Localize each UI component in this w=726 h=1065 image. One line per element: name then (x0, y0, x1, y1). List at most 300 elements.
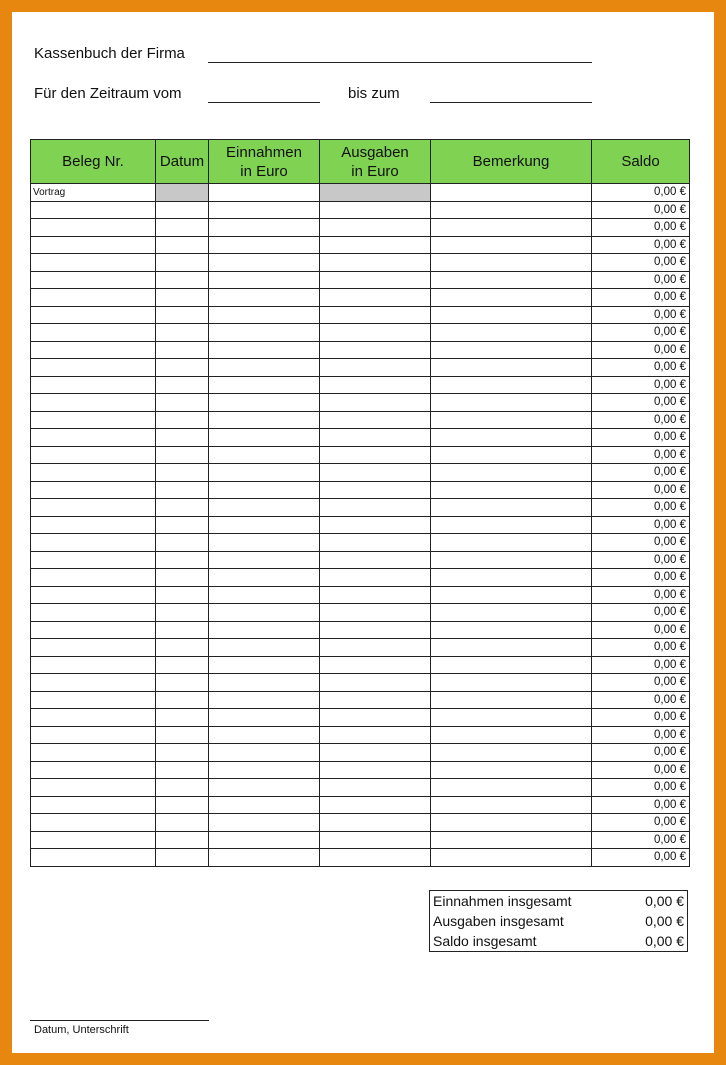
table-row (31, 604, 690, 622)
cell-datum[interactable] (156, 674, 209, 692)
cell-saldo: 0,00 € (592, 254, 690, 272)
cell-beleg[interactable] (31, 849, 156, 867)
cell-ausgaben[interactable] (320, 779, 431, 797)
cell-beleg[interactable] (31, 621, 156, 639)
table-row (31, 691, 690, 709)
cell-ausgaben[interactable] (320, 411, 431, 429)
cell-ausgaben[interactable] (320, 499, 431, 517)
cell-beleg[interactable] (31, 429, 156, 447)
cell-ausgaben[interactable] (320, 289, 431, 307)
cell-einnahmen[interactable] (209, 481, 320, 499)
cell-einnahmen[interactable] (209, 604, 320, 622)
cell-beleg[interactable] (31, 534, 156, 552)
cell-einnahmen[interactable] (209, 254, 320, 272)
table-row (31, 446, 690, 464)
cell-datum[interactable] (156, 481, 209, 499)
table-row (31, 411, 690, 429)
cell-saldo: 0,00 € (592, 551, 690, 569)
cell-ausgaben[interactable] (320, 254, 431, 272)
cell-saldo: 0,00 € (592, 499, 690, 517)
table-row (31, 551, 690, 569)
cell-bemerkung[interactable] (431, 621, 592, 639)
cell-ausgaben[interactable] (320, 586, 431, 604)
cell-datum[interactable] (156, 271, 209, 289)
cell-einnahmen[interactable] (209, 499, 320, 517)
cell-datum[interactable] (156, 184, 209, 202)
cell-bemerkung[interactable] (431, 656, 592, 674)
cell-datum[interactable] (156, 656, 209, 674)
cell-beleg[interactable] (31, 761, 156, 779)
table-row (31, 359, 690, 377)
cell-einnahmen[interactable] (209, 289, 320, 307)
cell-beleg[interactable] (31, 341, 156, 359)
table-row (31, 376, 690, 394)
cell-datum[interactable] (156, 499, 209, 517)
cell-datum[interactable] (156, 219, 209, 237)
company-label: Kassenbuch der Firma (34, 45, 185, 62)
cell-beleg[interactable] (31, 796, 156, 814)
column-header-bemerkung: Bemerkung (431, 140, 592, 184)
cell-ausgaben[interactable] (320, 691, 431, 709)
cell-saldo: 0,00 € (592, 411, 690, 429)
cell-bemerkung[interactable] (431, 831, 592, 849)
cell-bemerkung[interactable] (431, 324, 592, 342)
totals-label: Einnahmen insgesamt (433, 893, 572, 909)
cell-datum[interactable] (156, 516, 209, 534)
totals-value: 0,00 € (645, 933, 684, 949)
cashbook-table (30, 139, 690, 867)
cell-datum[interactable] (156, 796, 209, 814)
cell-datum[interactable] (156, 779, 209, 797)
document-page (12, 12, 714, 1053)
cell-bemerkung[interactable] (431, 289, 592, 307)
cell-ausgaben[interactable] (320, 306, 431, 324)
cell-saldo: 0,00 € (592, 534, 690, 552)
cell-datum[interactable] (156, 551, 209, 569)
cell-datum[interactable] (156, 691, 209, 709)
cell-beleg[interactable] (31, 709, 156, 727)
cell-saldo: 0,00 € (592, 376, 690, 394)
cell-ausgaben[interactable] (320, 551, 431, 569)
totals-value: 0,00 € (645, 913, 684, 929)
cell-ausgaben[interactable] (320, 464, 431, 482)
cell-beleg[interactable] (31, 516, 156, 534)
cell-ausgaben[interactable] (320, 569, 431, 587)
cell-saldo: 0,00 € (592, 184, 690, 202)
cell-saldo: 0,00 € (592, 359, 690, 377)
cell-saldo: 0,00 € (592, 446, 690, 464)
table-row (31, 324, 690, 342)
cell-datum[interactable] (156, 394, 209, 412)
cell-einnahmen[interactable] (209, 516, 320, 534)
table-row (31, 271, 690, 289)
cell-bemerkung[interactable] (431, 236, 592, 254)
cell-einnahmen[interactable] (209, 446, 320, 464)
cell-datum[interactable] (156, 744, 209, 762)
table-row (31, 219, 690, 237)
cell-datum[interactable] (156, 709, 209, 727)
cell-beleg[interactable] (31, 551, 156, 569)
cell-saldo: 0,00 € (592, 516, 690, 534)
cell-einnahmen[interactable] (209, 691, 320, 709)
totals-value: 0,00 € (645, 893, 684, 909)
cell-saldo: 0,00 € (592, 324, 690, 342)
table-body (31, 184, 690, 867)
table-row (31, 656, 690, 674)
cell-einnahmen[interactable] (209, 709, 320, 727)
cell-datum[interactable] (156, 639, 209, 657)
cell-datum[interactable] (156, 306, 209, 324)
cell-bemerkung[interactable] (431, 691, 592, 709)
cell-einnahmen[interactable] (209, 796, 320, 814)
cell-ausgaben[interactable] (320, 446, 431, 464)
cell-beleg[interactable] (31, 359, 156, 377)
table-row (31, 534, 690, 552)
cell-bemerkung[interactable] (431, 376, 592, 394)
cell-ausgaben[interactable] (320, 324, 431, 342)
cell-einnahmen[interactable] (209, 814, 320, 832)
cell-beleg[interactable] (31, 779, 156, 797)
cell-bemerkung[interactable] (431, 551, 592, 569)
cell-beleg[interactable]: Vortrag (31, 184, 156, 202)
table-row (31, 814, 690, 832)
cell-ausgaben[interactable] (320, 621, 431, 639)
cell-beleg[interactable] (31, 219, 156, 237)
cell-beleg[interactable] (31, 674, 156, 692)
cell-beleg[interactable] (31, 289, 156, 307)
cell-ausgaben[interactable] (320, 534, 431, 552)
table-row (31, 289, 690, 307)
column-header-beleg: Beleg Nr. (31, 140, 156, 184)
table-row (31, 726, 690, 744)
cell-bemerkung[interactable] (431, 849, 592, 867)
cell-einnahmen[interactable] (209, 569, 320, 587)
cell-ausgaben[interactable] (320, 429, 431, 447)
cell-einnahmen[interactable] (209, 849, 320, 867)
cell-saldo: 0,00 € (592, 306, 690, 324)
cell-bemerkung[interactable] (431, 744, 592, 762)
column-header-saldo: Saldo (592, 140, 690, 184)
cell-bemerkung[interactable] (431, 499, 592, 517)
cell-datum[interactable] (156, 341, 209, 359)
period-until-label: bis zum (348, 85, 400, 102)
cell-datum[interactable] (156, 604, 209, 622)
cell-einnahmen[interactable] (209, 376, 320, 394)
cell-datum[interactable] (156, 586, 209, 604)
cell-einnahmen[interactable] (209, 359, 320, 377)
cell-beleg[interactable] (31, 254, 156, 272)
cell-einnahmen[interactable] (209, 779, 320, 797)
table-row (31, 481, 690, 499)
table-row (31, 516, 690, 534)
cell-saldo: 0,00 € (592, 796, 690, 814)
cell-saldo: 0,00 € (592, 709, 690, 727)
cell-ausgaben[interactable] (320, 674, 431, 692)
cell-saldo: 0,00 € (592, 201, 690, 219)
cell-beleg[interactable] (31, 411, 156, 429)
cell-einnahmen[interactable] (209, 394, 320, 412)
column-header-ausgaben: Ausgaben in Euro (320, 140, 431, 184)
column-header-einnahmen: Einnahmen in Euro (209, 140, 320, 184)
cell-bemerkung[interactable] (431, 464, 592, 482)
table-row (31, 849, 690, 867)
cell-bemerkung[interactable] (431, 726, 592, 744)
cell-einnahmen[interactable] (209, 219, 320, 237)
cell-ausgaben[interactable] (320, 604, 431, 622)
period-from-input-line[interactable] (208, 102, 320, 103)
cell-beleg[interactable] (31, 236, 156, 254)
totals-box (429, 890, 688, 952)
table-header-row (31, 140, 690, 184)
period-until-input-line[interactable] (430, 102, 592, 103)
cell-bemerkung[interactable] (431, 219, 592, 237)
cell-ausgaben[interactable] (320, 516, 431, 534)
table-row (31, 779, 690, 797)
table-row (31, 744, 690, 762)
cell-saldo: 0,00 € (592, 481, 690, 499)
cell-beleg[interactable] (31, 201, 156, 219)
cell-beleg[interactable] (31, 569, 156, 587)
cell-datum[interactable] (156, 726, 209, 744)
table-row (31, 709, 690, 727)
cell-ausgaben[interactable] (320, 271, 431, 289)
cell-ausgaben[interactable] (320, 761, 431, 779)
cell-bemerkung[interactable] (431, 341, 592, 359)
cell-bemerkung[interactable] (431, 814, 592, 832)
table-row (31, 429, 690, 447)
cell-ausgaben[interactable] (320, 849, 431, 867)
cell-datum[interactable] (156, 814, 209, 832)
cell-beleg[interactable] (31, 586, 156, 604)
cell-einnahmen[interactable] (209, 586, 320, 604)
cell-ausgaben[interactable] (320, 831, 431, 849)
cell-beleg[interactable] (31, 499, 156, 517)
cell-beleg[interactable] (31, 306, 156, 324)
cell-saldo: 0,00 € (592, 639, 690, 657)
cell-einnahmen[interactable] (209, 831, 320, 849)
cell-beleg[interactable] (31, 604, 156, 622)
cell-saldo: 0,00 € (592, 814, 690, 832)
cell-einnahmen[interactable] (209, 551, 320, 569)
table-row (31, 586, 690, 604)
cell-bemerkung[interactable] (431, 586, 592, 604)
cell-beleg[interactable] (31, 271, 156, 289)
cell-bemerkung[interactable] (431, 796, 592, 814)
cell-ausgaben[interactable] (320, 236, 431, 254)
cell-datum[interactable] (156, 621, 209, 639)
cell-saldo: 0,00 € (592, 219, 690, 237)
cell-einnahmen[interactable] (209, 534, 320, 552)
cell-saldo: 0,00 € (592, 569, 690, 587)
cell-bemerkung[interactable] (431, 394, 592, 412)
cell-einnahmen[interactable] (209, 184, 320, 202)
cell-bemerkung[interactable] (431, 359, 592, 377)
cell-bemerkung[interactable] (431, 604, 592, 622)
cell-saldo: 0,00 € (592, 586, 690, 604)
cell-bemerkung[interactable] (431, 429, 592, 447)
cell-saldo: 0,00 € (592, 271, 690, 289)
cell-einnahmen[interactable] (209, 621, 320, 639)
cell-saldo: 0,00 € (592, 341, 690, 359)
cell-bemerkung[interactable] (431, 639, 592, 657)
cell-beleg[interactable] (31, 814, 156, 832)
cell-ausgaben[interactable] (320, 376, 431, 394)
table-row (31, 674, 690, 692)
cell-bemerkung[interactable] (431, 709, 592, 727)
table-row (31, 306, 690, 324)
cell-einnahmen[interactable] (209, 464, 320, 482)
cell-datum[interactable] (156, 236, 209, 254)
cell-datum[interactable] (156, 359, 209, 377)
cell-einnahmen[interactable] (209, 656, 320, 674)
cell-beleg[interactable] (31, 831, 156, 849)
table-row (31, 254, 690, 272)
cell-datum[interactable] (156, 831, 209, 849)
table-row (31, 639, 690, 657)
cell-einnahmen[interactable] (209, 674, 320, 692)
cell-saldo: 0,00 € (592, 289, 690, 307)
cell-bemerkung[interactable] (431, 779, 592, 797)
cell-saldo: 0,00 € (592, 394, 690, 412)
cell-saldo: 0,00 € (592, 236, 690, 254)
cell-datum[interactable] (156, 376, 209, 394)
cell-einnahmen[interactable] (209, 429, 320, 447)
company-input-line[interactable] (208, 62, 592, 63)
cell-datum[interactable] (156, 569, 209, 587)
cell-einnahmen[interactable] (209, 411, 320, 429)
cell-beleg[interactable] (31, 656, 156, 674)
cell-einnahmen[interactable] (209, 236, 320, 254)
cell-beleg[interactable] (31, 376, 156, 394)
cell-beleg[interactable] (31, 481, 156, 499)
cell-saldo: 0,00 € (592, 429, 690, 447)
cell-einnahmen[interactable] (209, 306, 320, 324)
cell-datum[interactable] (156, 446, 209, 464)
cell-datum[interactable] (156, 324, 209, 342)
cell-ausgaben[interactable] (320, 394, 431, 412)
cell-einnahmen[interactable] (209, 726, 320, 744)
column-header-datum: Datum (156, 140, 209, 184)
cell-einnahmen[interactable] (209, 271, 320, 289)
cell-bemerkung[interactable] (431, 761, 592, 779)
cell-saldo: 0,00 € (592, 674, 690, 692)
cell-ausgaben[interactable] (320, 656, 431, 674)
cell-ausgaben[interactable] (320, 639, 431, 657)
cell-saldo: 0,00 € (592, 604, 690, 622)
cell-datum[interactable] (156, 289, 209, 307)
cell-bemerkung[interactable] (431, 674, 592, 692)
cell-bemerkung[interactable] (431, 446, 592, 464)
cell-datum[interactable] (156, 849, 209, 867)
table-row (31, 184, 690, 202)
table-row (31, 341, 690, 359)
table-row (31, 621, 690, 639)
cell-beleg[interactable] (31, 691, 156, 709)
cell-bemerkung[interactable] (431, 201, 592, 219)
cell-ausgaben[interactable] (320, 481, 431, 499)
cell-ausgaben[interactable] (320, 341, 431, 359)
table-row (31, 499, 690, 517)
cell-beleg[interactable] (31, 324, 156, 342)
cell-datum[interactable] (156, 201, 209, 219)
table-row (31, 394, 690, 412)
cell-beleg[interactable] (31, 446, 156, 464)
cell-ausgaben[interactable] (320, 814, 431, 832)
totals-label: Ausgaben insgesamt (433, 913, 564, 929)
cell-datum[interactable] (156, 411, 209, 429)
cell-einnahmen[interactable] (209, 341, 320, 359)
cell-saldo: 0,00 € (592, 779, 690, 797)
table-row (31, 831, 690, 849)
cell-einnahmen[interactable] (209, 639, 320, 657)
signature-label: Datum, Unterschrift (34, 1024, 129, 1036)
cell-ausgaben[interactable] (320, 796, 431, 814)
cell-saldo: 0,00 € (592, 464, 690, 482)
cell-saldo: 0,00 € (592, 744, 690, 762)
cell-datum[interactable] (156, 534, 209, 552)
cell-einnahmen[interactable] (209, 761, 320, 779)
cell-bemerkung[interactable] (431, 411, 592, 429)
cell-saldo: 0,00 € (592, 761, 690, 779)
cell-ausgaben[interactable] (320, 184, 431, 202)
cell-saldo: 0,00 € (592, 726, 690, 744)
cell-ausgaben[interactable] (320, 709, 431, 727)
cell-saldo: 0,00 € (592, 691, 690, 709)
totals-label: Saldo insgesamt (433, 933, 537, 949)
table-row (31, 796, 690, 814)
cell-saldo: 0,00 € (592, 849, 690, 867)
cell-bemerkung[interactable] (431, 516, 592, 534)
totals-row-ausgaben (430, 911, 687, 931)
cell-beleg[interactable] (31, 726, 156, 744)
cell-saldo: 0,00 € (592, 656, 690, 674)
table-row (31, 569, 690, 587)
cell-bemerkung[interactable] (431, 306, 592, 324)
cell-bemerkung[interactable] (431, 569, 592, 587)
cell-datum[interactable] (156, 464, 209, 482)
table-row (31, 761, 690, 779)
cell-ausgaben[interactable] (320, 359, 431, 377)
table-row (31, 201, 690, 219)
cell-bemerkung[interactable] (431, 271, 592, 289)
cell-ausgaben[interactable] (320, 726, 431, 744)
cell-saldo: 0,00 € (592, 621, 690, 639)
cell-beleg[interactable] (31, 639, 156, 657)
cell-datum[interactable] (156, 429, 209, 447)
cell-bemerkung[interactable] (431, 184, 592, 202)
cell-ausgaben[interactable] (320, 219, 431, 237)
period-from-label: Für den Zeitraum vom (34, 85, 182, 102)
cell-bemerkung[interactable] (431, 254, 592, 272)
cell-saldo: 0,00 € (592, 831, 690, 849)
cell-beleg[interactable] (31, 744, 156, 762)
totals-row-einnahmen (430, 891, 687, 911)
cell-einnahmen[interactable] (209, 324, 320, 342)
cell-beleg[interactable] (31, 394, 156, 412)
cell-ausgaben[interactable] (320, 744, 431, 762)
totals-row-saldo (430, 931, 687, 951)
cell-datum[interactable] (156, 761, 209, 779)
cell-einnahmen[interactable] (209, 201, 320, 219)
cell-beleg[interactable] (31, 464, 156, 482)
cell-bemerkung[interactable] (431, 481, 592, 499)
cell-datum[interactable] (156, 254, 209, 272)
signature-line[interactable] (30, 1020, 209, 1021)
cell-ausgaben[interactable] (320, 201, 431, 219)
table-row (31, 464, 690, 482)
cell-bemerkung[interactable] (431, 534, 592, 552)
cell-einnahmen[interactable] (209, 744, 320, 762)
